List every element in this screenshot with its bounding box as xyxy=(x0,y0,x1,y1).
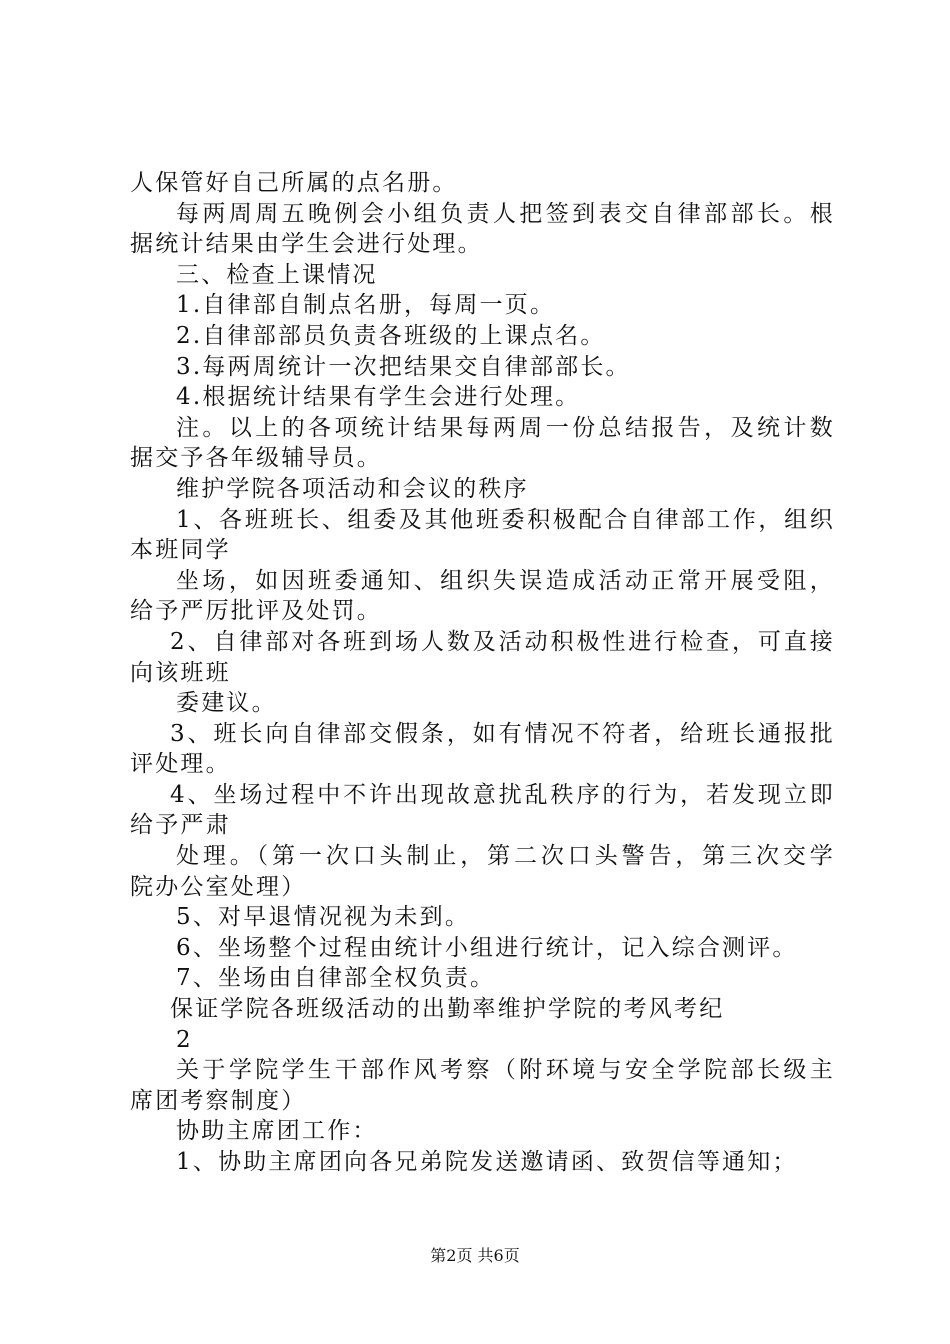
text-line: 2.自律部部员负责各班级的上课点名。 xyxy=(176,322,606,349)
text-line: 三、检查上课情况 xyxy=(176,261,378,288)
text-line: 席团考察制度） xyxy=(130,1087,307,1114)
text-line: 6、坐场整个过程由统计小组进行统计，记入综合测评。 xyxy=(176,934,798,961)
text-line: 据交予各年级辅导员。 xyxy=(130,445,382,472)
text-line: 给予严肃 xyxy=(130,812,231,839)
text-line: 3.每两周统计一次把结果交自律部部长。 xyxy=(176,353,631,380)
text-line: 本班同学 xyxy=(130,537,231,564)
text-line: 院办公室处理） xyxy=(130,873,307,900)
text-line: 据统计结果由学生会进行处理。 xyxy=(130,231,483,258)
text-line: 2 xyxy=(176,1026,193,1053)
text-line: 1、各班班长、组委及其他班委积极配合自律部工作，组织 xyxy=(176,506,835,533)
text-line: 4、坐场过程中不许出现故意扰乱秩序的行为，若发现立即 xyxy=(170,781,835,808)
text-line: 评处理。 xyxy=(130,751,231,778)
text-line: 坐场，如因班委通知、组织失误造成活动正常开展受阻， xyxy=(176,567,835,594)
text-line: 关于学院学生干部作风考察（附环境与安全学院部长级主 xyxy=(176,1057,835,1084)
text-line: 3、班长向自律部交假条，如有情况不符者，给班长通报批 xyxy=(170,720,835,747)
text-line: 协助主席团工作： xyxy=(176,1118,378,1145)
text-line: 向该班班 xyxy=(130,659,231,686)
text-line: 保证学院各班级活动的出勤率维护学院的考风考纪 xyxy=(170,996,725,1023)
text-line: 维护学院各项活动和会议的秩序 xyxy=(176,475,529,502)
page-footer: 第2页 共6页 xyxy=(430,1246,520,1265)
text-line: 1、协助主席团向各兄弟院发送邀请函、致贺信等通知； xyxy=(176,1149,798,1175)
text-line: 每两周周五晚例会小组负责人把签到表交自律部部长。根 xyxy=(176,200,835,227)
text-line: 2、自律部对各班到场人数及活动积极性进行检查，可直接 xyxy=(170,628,835,655)
document-body xyxy=(130,168,835,1178)
text-line: 委建议。 xyxy=(176,690,277,717)
text-line: 注。以上的各项统计结果每两周一份总结报告，及统计数 xyxy=(176,414,835,441)
text-line: 5、对早退情况视为未到。 xyxy=(176,904,471,931)
text-line: 1.自律部自制点名册，每周一页。 xyxy=(176,292,556,319)
text-line: 人保管好自己所属的点名册。 xyxy=(130,170,458,196)
text-line: 4.根据统计结果有学生会进行处理。 xyxy=(176,384,581,411)
text-line: 处理。（第一次口头制止，第二次口头警告，第三次交学 xyxy=(176,843,835,870)
text-line: 给予严厉批评及处罚。 xyxy=(130,598,382,625)
text-line: 7、坐场由自律部全权负责。 xyxy=(176,965,496,992)
